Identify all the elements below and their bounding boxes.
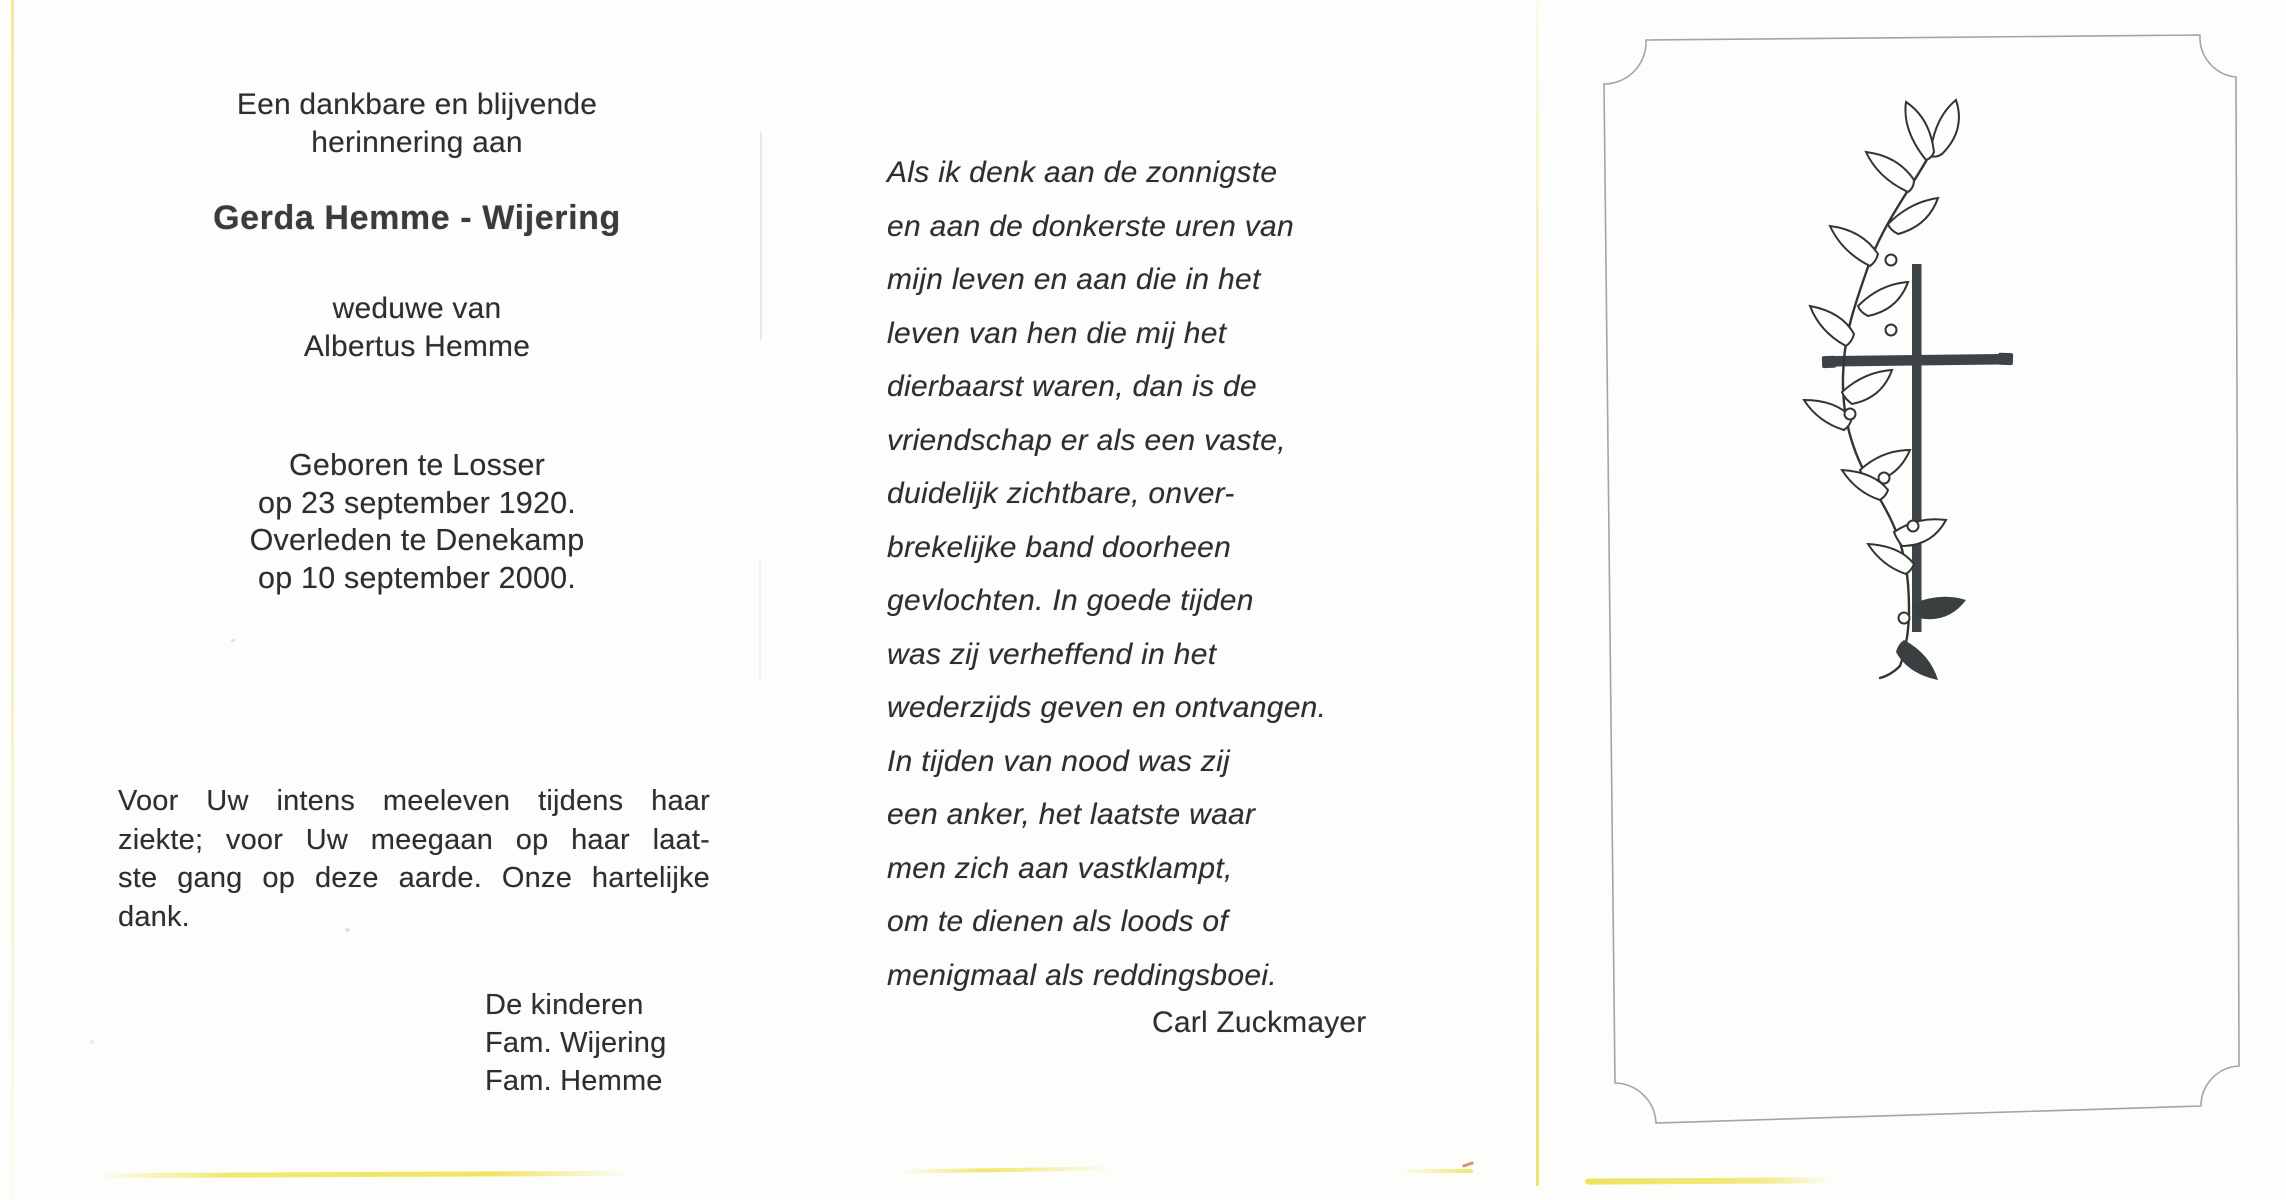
poem-line: mijn leven en aan die in het bbox=[887, 263, 1261, 296]
signature-text bbox=[485, 986, 785, 1100]
scan-red-mark bbox=[1462, 1161, 1474, 1168]
intro-text bbox=[117, 86, 717, 162]
poem-line: was zij verheffend in het bbox=[887, 637, 1217, 671]
poem-line: brekelijke band doorheen bbox=[887, 530, 1232, 564]
relation-line: Albertus Hemme bbox=[303, 330, 531, 363]
poem-text bbox=[887, 146, 1447, 1002]
poem-line: menigmaal als reddingsboei. bbox=[887, 958, 1277, 992]
signature-line: Fam. Hemme bbox=[485, 1065, 663, 1097]
scan-edge-yellow-line bbox=[11, 0, 14, 1200]
intro-line: herinnering aan bbox=[311, 126, 523, 159]
poem-line: om te dienen als loods of bbox=[887, 905, 1229, 938]
relation-line: weduwe van bbox=[332, 292, 502, 325]
scan-speck bbox=[231, 639, 235, 642]
birth-place-line: Geboren te Losser bbox=[288, 448, 546, 482]
acknowledgement-text bbox=[118, 782, 710, 936]
intro-line: Een dankbare en blijvende bbox=[236, 88, 598, 121]
birth-death-dates bbox=[107, 447, 727, 597]
scan-yellow-streak bbox=[1585, 1177, 1835, 1184]
poem-line: In tijden van nood was zij bbox=[887, 744, 1230, 778]
poem-line: vriendschap er als een vaste, bbox=[887, 423, 1286, 457]
scan-yellow-streak bbox=[95, 1171, 630, 1178]
poem-line: wederzijds geven en ontvangen. bbox=[887, 691, 1327, 724]
poem-line: leven van hen die mij het bbox=[887, 316, 1227, 350]
poem-line: en aan de donkerste uren van bbox=[887, 209, 1295, 243]
poem-line: Als ik denk aan de zonnigste bbox=[887, 156, 1278, 189]
fold-yellow-line bbox=[1536, 0, 1539, 1186]
fold-crease-line bbox=[759, 560, 761, 680]
poem-line: men zich aan vastklampt, bbox=[887, 851, 1233, 885]
poem-line: dierbaarst waren, dan is de bbox=[887, 370, 1257, 403]
holy-card-panel bbox=[1588, 26, 2244, 1138]
scan-yellow-streak bbox=[1398, 1169, 1473, 1173]
acknowledgement-line: ste gang op deze aarde. Onze hartelijke bbox=[118, 862, 710, 894]
poem-line: gevlochten. In goede tijden bbox=[887, 584, 1254, 617]
relation-text bbox=[117, 290, 717, 366]
acknowledgement-line: ziekte; voor Uw meegaan op haar laat- bbox=[118, 823, 710, 856]
birth-date-line: op 23 september 1920. bbox=[258, 485, 576, 520]
death-date-line: op 10 september 2000. bbox=[258, 560, 576, 595]
signature-line: De kinderen bbox=[485, 989, 644, 1021]
death-place-line: Overleden te Denekamp bbox=[249, 523, 585, 557]
poem-attribution: Carl Zuckmayer bbox=[1152, 1006, 1367, 1039]
poem-line: duidelijk zichtbare, onver- bbox=[887, 477, 1235, 510]
scan-yellow-streak bbox=[900, 1166, 1115, 1173]
signature-line: Fam. Wijering bbox=[485, 1027, 667, 1059]
acknowledgement-line: dank. bbox=[118, 900, 190, 933]
poem-line: een anker, het laatste waar bbox=[887, 798, 1256, 831]
scan-speck bbox=[90, 1040, 94, 1044]
deceased-name: Gerda Hemme - Wijering bbox=[213, 199, 621, 237]
acknowledgement-line: Voor Uw intens meeleven tijdens haar bbox=[118, 785, 710, 817]
fold-crease-line bbox=[760, 132, 762, 340]
